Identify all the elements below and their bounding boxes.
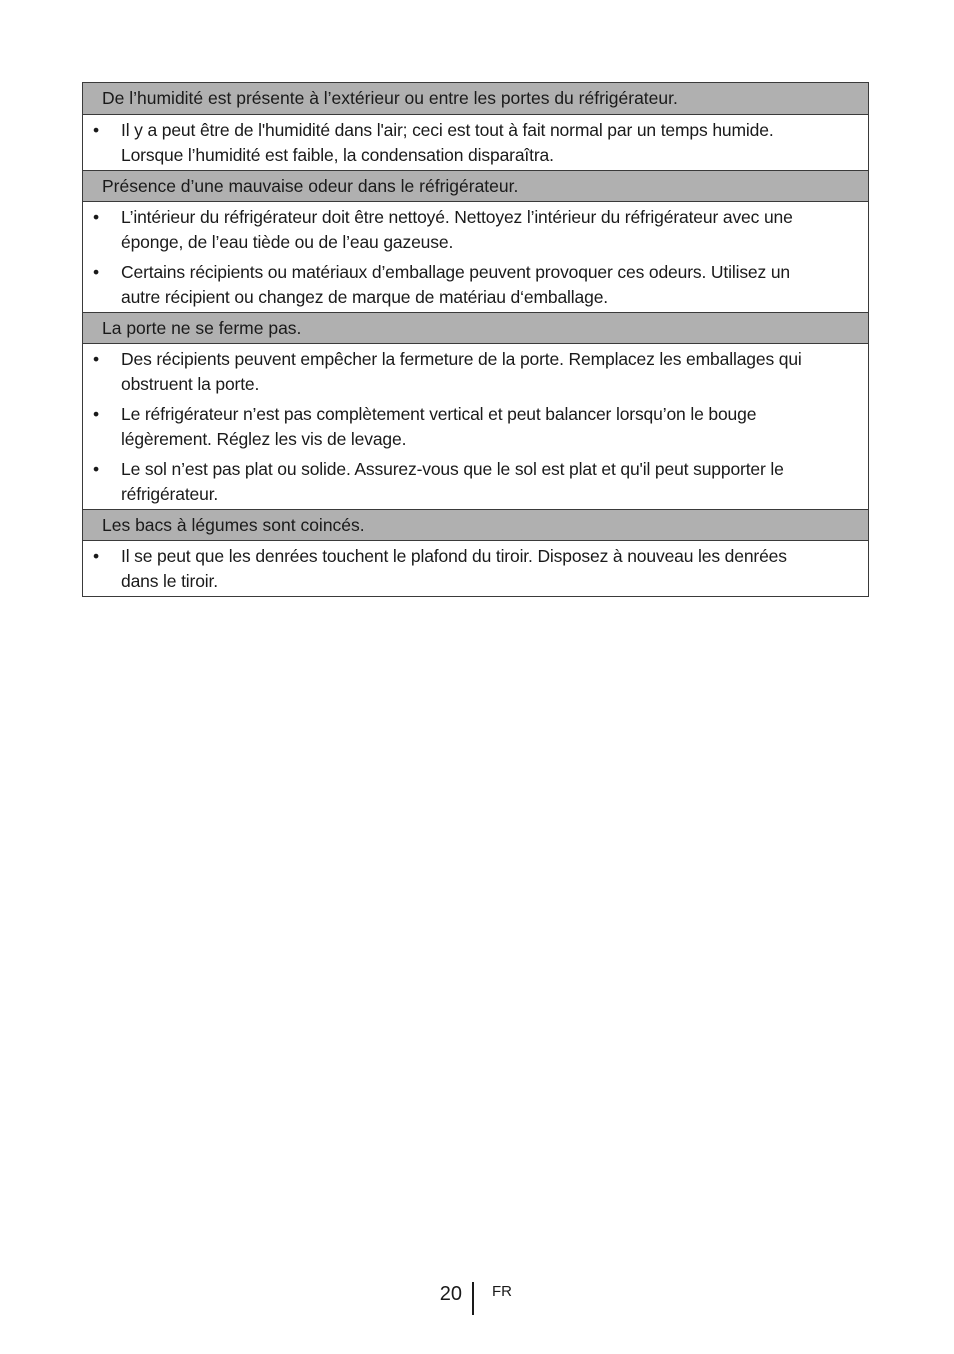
solution-line: éponge, de l’eau tiède ou de l’eau gazeuse. [121, 232, 454, 252]
solution-line: Le sol n’est pas plat ou solide. Assurez-vous que le sol est plat et qu'il peut supporter le [121, 459, 784, 479]
solution-item [83, 118, 856, 168]
footer-divider [472, 1282, 474, 1315]
bullet-icon: • [93, 546, 99, 566]
page-number: 20 [439, 1283, 462, 1305]
problem-header: Les bacs à légumes sont coincés. [83, 509, 868, 541]
solution-line: autre récipient ou changez de marque de matériau d‘emballage. [121, 287, 608, 307]
solutions-list [83, 115, 868, 170]
solutions-list [83, 344, 868, 509]
bullet-icon: • [93, 349, 99, 369]
bullet-icon: • [93, 404, 99, 424]
solution-line: Lorsque l’humidité est faible, la condensation disparaîtra. [121, 145, 554, 165]
solutions-list [83, 541, 868, 596]
solution-item [83, 205, 856, 255]
troubleshooting-table [82, 82, 869, 597]
solution-line: Il y a peut être de l'humidité dans l'air; ceci est tout à fait normal par un temps humide. [121, 120, 774, 140]
language-code: FR [492, 1283, 512, 1300]
solution-line: légèrement. Réglez les vis de levage. [121, 429, 407, 449]
solution-line: Il se peut que les denrées touchent le plafond du tiroir. Disposez à nouveau les denrées [121, 546, 787, 566]
solution-item [83, 260, 856, 310]
solution-line: Certains récipients ou matériaux d’emballage peuvent provoquer ces odeurs. Utilisez un [121, 262, 790, 282]
solution-line: dans le tiroir. [121, 571, 218, 591]
bullet-icon: • [93, 459, 99, 479]
solution-line: Le réfrigérateur n’est pas complètement vertical et peut balancer lorsqu’on le bouge [121, 404, 757, 424]
solution-item [83, 457, 856, 507]
bullet-icon: • [93, 262, 99, 282]
solutions-list [83, 202, 868, 312]
solution-line: réfrigérateur. [121, 484, 219, 504]
solution-line: L’intérieur du réfrigérateur doit être nettoyé. Nettoyez l’intérieur du réfrigérateur avec une [121, 207, 793, 227]
problem-header: La porte ne se ferme pas. [83, 312, 868, 344]
solution-line: obstruent la porte. [121, 374, 260, 394]
problem-header: De l’humidité est présente à l’extérieur ou entre les portes du réfrigérateur. [83, 83, 868, 115]
bullet-icon: • [93, 120, 99, 140]
solution-line: Des récipients peuvent empêcher la fermeture de la porte. Remplacez les emballages qui [121, 349, 802, 369]
bullet-icon: • [93, 207, 99, 227]
page-footer [0, 1280, 954, 1316]
solution-item [83, 402, 856, 452]
problem-header: Présence d’une mauvaise odeur dans le réfrigérateur. [83, 170, 868, 202]
solution-item [83, 544, 856, 594]
solution-item [83, 347, 856, 397]
